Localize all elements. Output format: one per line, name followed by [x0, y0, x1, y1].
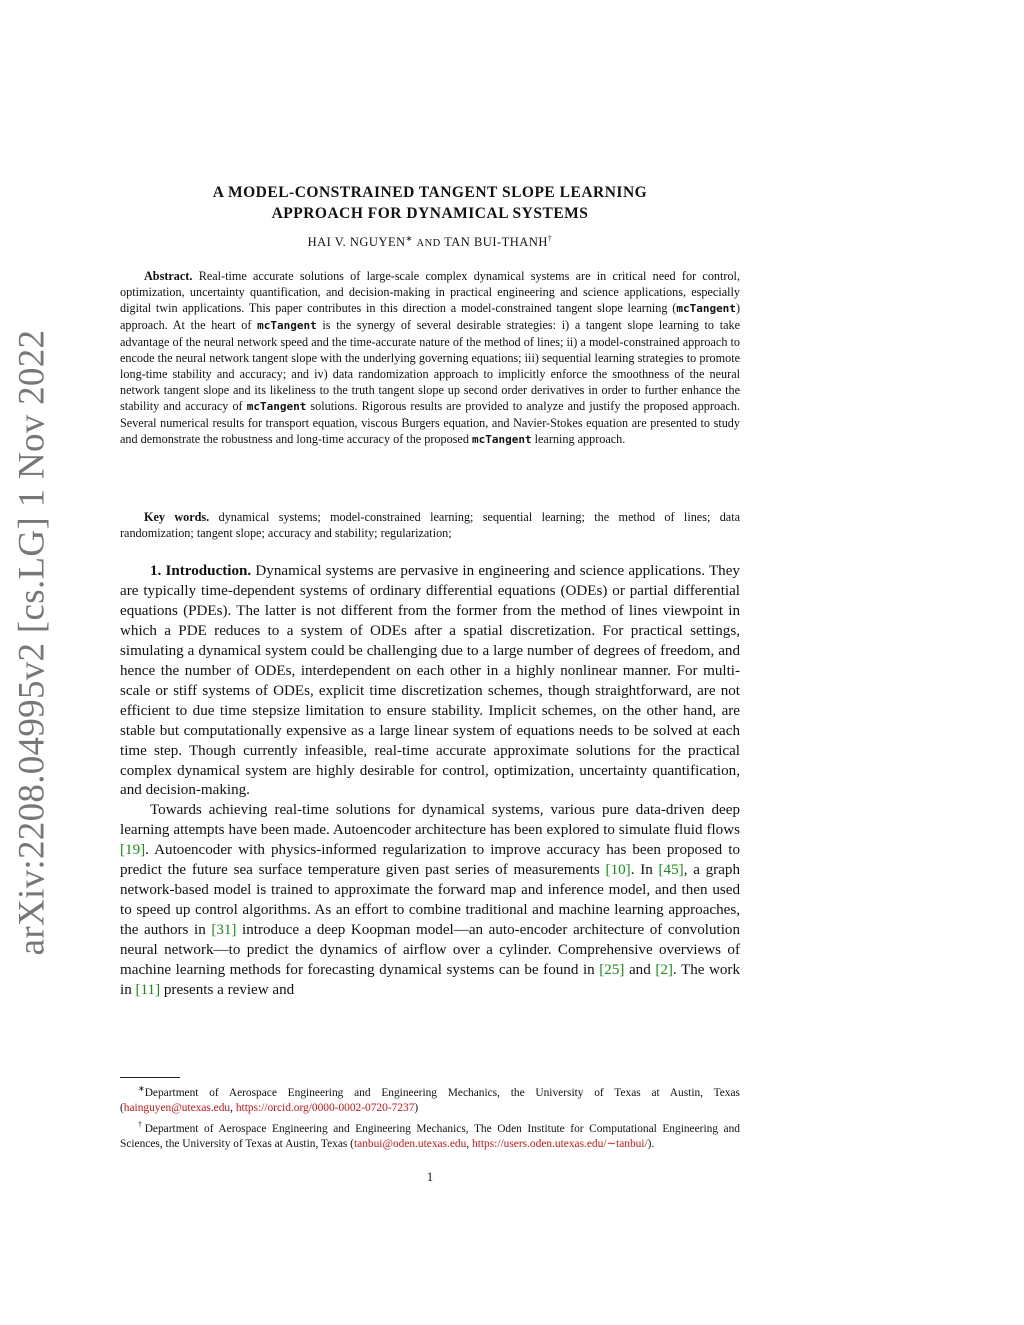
footnote-separator: ,: [466, 1138, 473, 1151]
code-mctangent-4: mcTangent: [471, 433, 532, 446]
intro-paragraph-1: [120, 562, 740, 801]
text-run: Towards achieving real-time solutions for dynamical systems, various pure data-driven deep learning attempts have been made. Autoencoder architecture has been explored to simulate fluid flows: [120, 802, 740, 839]
section-heading: 1. Introduction.: [150, 563, 252, 579]
intro-paragraph-2: [120, 801, 740, 1001]
keywords-text: dynamical systems; model-constrained learning; sequential learning; the method of lines; data randomization; tangent slope; accuracy and stability; regularization;: [120, 510, 741, 540]
footnote-1-mark: ∗: [138, 1084, 145, 1093]
intro-paragraph-1-text: Dynamical systems are pervasive in engineering and science applications. They are typically time-dependent systems of ordinary differential equations (ODEs) or partial differential equations (PDEs). The latter is not different from the former from the method of lines viewpoint in which a PDE reduces to a system of ODEs after a spatial discretization. For practical settings, simulating a dynamical system could be challenging due to a large number of degrees of freedom, and hence the number of ODEs, interdependent on each other in a highly nonlinear manner. For multi-scale or stiff systems of ODEs, explicit time discretization schemes, though straightforward, are not efficient to due time stepsize limitation to ensure stability. Implicit schemes, on the other hand, are stable but computationally expensive as a large linear system of equations needs to be solved at each time step. Though currently infeasible, real-time accurate approximate solutions for the practical complex dynamical system are highly desirable for control, optimization, uncertainty quantification, and decision-making.: [120, 563, 740, 799]
footnote-2-mark: †: [138, 1119, 145, 1129]
footnote-separator: ,: [230, 1102, 236, 1115]
author-1-footnote-mark: ∗: [405, 234, 413, 243]
keywords: [120, 509, 740, 541]
abstract-label: Abstract.: [144, 269, 193, 283]
citation-link[interactable]: [25]: [599, 962, 625, 979]
paper-title: [120, 182, 740, 224]
email-link[interactable]: hainguyen@utexas.edu: [123, 1102, 231, 1115]
footnote-2-text: Department of Aerospace Engineering and Engineering Mechanics, The Oden Institute for Computational Engineering and Sciences, the University of Texas at Austin, Texas (: [120, 1122, 741, 1151]
page-number: 1: [426, 1170, 434, 1184]
code-mctangent-1: mcTangent: [676, 302, 736, 315]
code-mctangent-2: mcTangent: [257, 319, 317, 332]
title-line-1: A MODEL-CONSTRAINED TANGENT SLOPE LEARNING: [212, 184, 648, 201]
author-2-footnote-mark: †: [547, 234, 553, 243]
keywords-label: Key words.: [144, 510, 210, 524]
abstract-text-2: ) approach. At the heart of: [120, 301, 740, 332]
author-1: HAI V. NGUYEN: [307, 235, 406, 250]
text-run: . Autoencoder with physics-informed regularization to improve accuracy has been proposed to predict the future sea surface temperature given past series of measurements: [120, 842, 740, 879]
text-run: , a graph network-based model is trained to approximate the forward map and inference model, and then used to speed up control algorithms. As an effort to combine traditional and machine learning approaches, the authors in: [120, 862, 741, 939]
abstract-text-5: learning approach.: [531, 432, 626, 446]
footnote-1: [120, 1081, 740, 1117]
arxiv-id: arXiv:2208.04995v2 [cs.LG] 1 Nov 2022: [11, 329, 53, 956]
abstract-text-4: solutions. Rigorous results are provided to analyze and justify the proposed approach. Several numerical results for transport equation, viscous Burgers equation, and Navier-Stokes equation are presented to study and demonstrate the robustness and long-time accuracy of the proposed: [120, 399, 741, 446]
author-conjunction: AND: [416, 238, 441, 250]
footnote-1-text: Department of Aerospace Engineering and Engineering Mechanics, the University of Texas at Austin, Texas (: [120, 1086, 740, 1115]
abstract-text-1: Real-time accurate solutions of large-scale complex dynamical systems are in critical need for control, optimization, uncertainty quantification, and decision-making in practical engineering and science applications, especially digital twin applications. This paper contributes in this direction a model-constrained tangent slope learning (: [120, 269, 740, 315]
homepage-link[interactable]: https://users.oden.utexas.edu/∼tanbui/: [472, 1138, 648, 1151]
code-mctangent-3: mcTangent: [246, 400, 307, 413]
author-list: [120, 234, 740, 250]
abstract-text-3: is the synergy of several desirable strategies: i) a tangent slope learning to take advantage of the neural network speed and the time-accurate nature of the method of lines; ii) a model-constrained approach to encode the neural network tangent slope with the underlying governing equations; iii) sequential learning strategies to promote long-time stability and accuracy; and iv) data randomization approach to implicitly enforce the smoothness of the neural network tangent slope and its likeliness to the truth tangent slope up second order derivatives in order to further enhance the stability and accuracy of: [120, 318, 741, 413]
title-line-2: APPROACH FOR DYNAMICAL SYSTEMS: [271, 205, 589, 222]
arxiv-stamp: [0, 329, 64, 956]
text-run: . In: [630, 862, 659, 879]
introduction-section: [120, 562, 740, 1001]
author-2: TAN BUI-THANH: [444, 235, 548, 250]
footnote-rule: [120, 1077, 180, 1078]
footnote-end: ): [414, 1102, 419, 1115]
citation-link[interactable]: [10]: [605, 862, 631, 879]
footnote-end: ).: [647, 1138, 655, 1151]
text-run: . The work in: [120, 962, 741, 999]
text-run: introduce a deep Koopman model—an auto-encoder architecture of convolution neural network—to predict the dynamics of airflow over a cylinder. Comprehensive overviews of machine learning methods for forecasting dynamical systems can be found in: [120, 922, 740, 979]
citation-link[interactable]: [45]: [658, 862, 684, 879]
footnote-2: [120, 1117, 740, 1153]
citation-link[interactable]: [19]: [120, 842, 146, 859]
citation-link[interactable]: [2]: [655, 962, 673, 979]
text-run: presents a review and: [160, 982, 295, 999]
orcid-link[interactable]: https://orcid.org/0000-0002-0720-7237: [235, 1102, 415, 1115]
footnotes: [120, 1081, 740, 1153]
text-run: and: [624, 962, 656, 979]
abstract: [120, 268, 740, 448]
citation-link[interactable]: [31]: [211, 922, 237, 939]
citation-link[interactable]: [11]: [135, 982, 161, 999]
email-link[interactable]: tanbui@oden.utexas.edu: [353, 1138, 467, 1151]
